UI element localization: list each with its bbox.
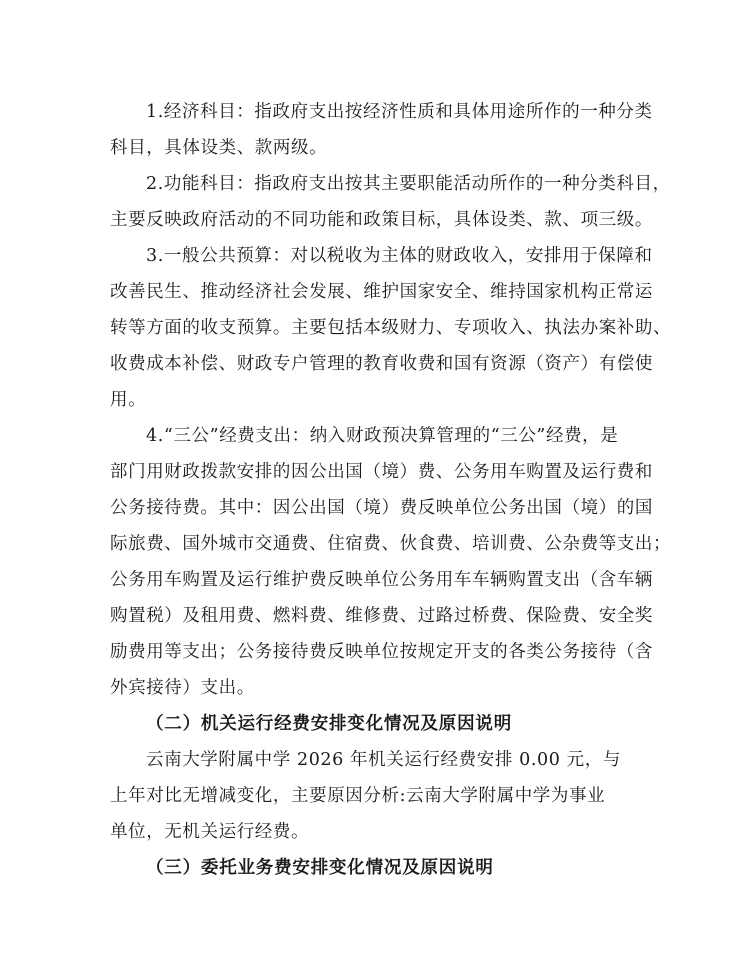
text-line: 主要反映政府活动的不同功能和政策目标，具体设类、款、项三级。 [110, 210, 653, 230]
text-line: 单位，无机关运行经费。 [110, 822, 310, 842]
text-line: 科目，具体设类、款两级。 [110, 138, 328, 158]
text-line: 收费成本补偿、财政专户管理的教育收费和国有资源（资产）有偿使 [110, 354, 653, 374]
text-line: 上年对比无增减变化，主要原因分析:云南大学附属中学为事业 [110, 786, 606, 806]
text-line: 际旅费、国外城市交通费、住宿费、伙食费、培训费、公杂费等支出； [110, 534, 672, 554]
text-line: 公务接待费。其中：因公出国（境）费反映单位公务出国（境）的国 [110, 498, 653, 518]
text-line: 2.功能科目：指政府支出按其主要职能活动所作的一种分类科目， [146, 174, 671, 194]
section-heading: （三）委托业务费安排变化情况及原因说明 [146, 858, 494, 878]
text-line: 用。 [110, 390, 147, 410]
text-line: 外宾接待）支出。 [110, 678, 255, 698]
text-line: 云南大学附属中学 2026 年机关运行经费安排 0.00 元，与 [146, 750, 621, 770]
text-line: 4.“三公”经费支出：纳入财政预决算管理的“三公”经费，是 [146, 426, 619, 446]
text-line: 购置税）及租用费、燃料费、维修费、过路过桥费、保险费、安全奖 [110, 606, 653, 626]
text-line: 改善民生、推动经济社会发展、维护国家安全、维持国家机构正常运 [110, 282, 653, 302]
text-line: 公务用车购置及运行维护费反映单位公务用车车辆购置支出（含车辆 [110, 570, 653, 590]
text-line: 励费用等支出；公务接待费反映单位按规定开支的各类公务接待（含 [110, 642, 653, 662]
text-line: 部门用财政拨款安排的因公出国（境）费、公务用车购置及运行费和 [110, 462, 653, 482]
text-line: 转等方面的收支预算。主要包括本级财力、专项收入、执法办案补助、 [110, 318, 672, 338]
text-line: 1.经济科目：指政府支出按经济性质和具体用途所作的一种分类 [146, 102, 653, 122]
section-heading: （二）机关运行经费安排变化情况及原因说明 [146, 714, 512, 734]
text-line: 3.一般公共预算：对以税收为主体的财政收入，安排用于保障和 [146, 246, 653, 266]
